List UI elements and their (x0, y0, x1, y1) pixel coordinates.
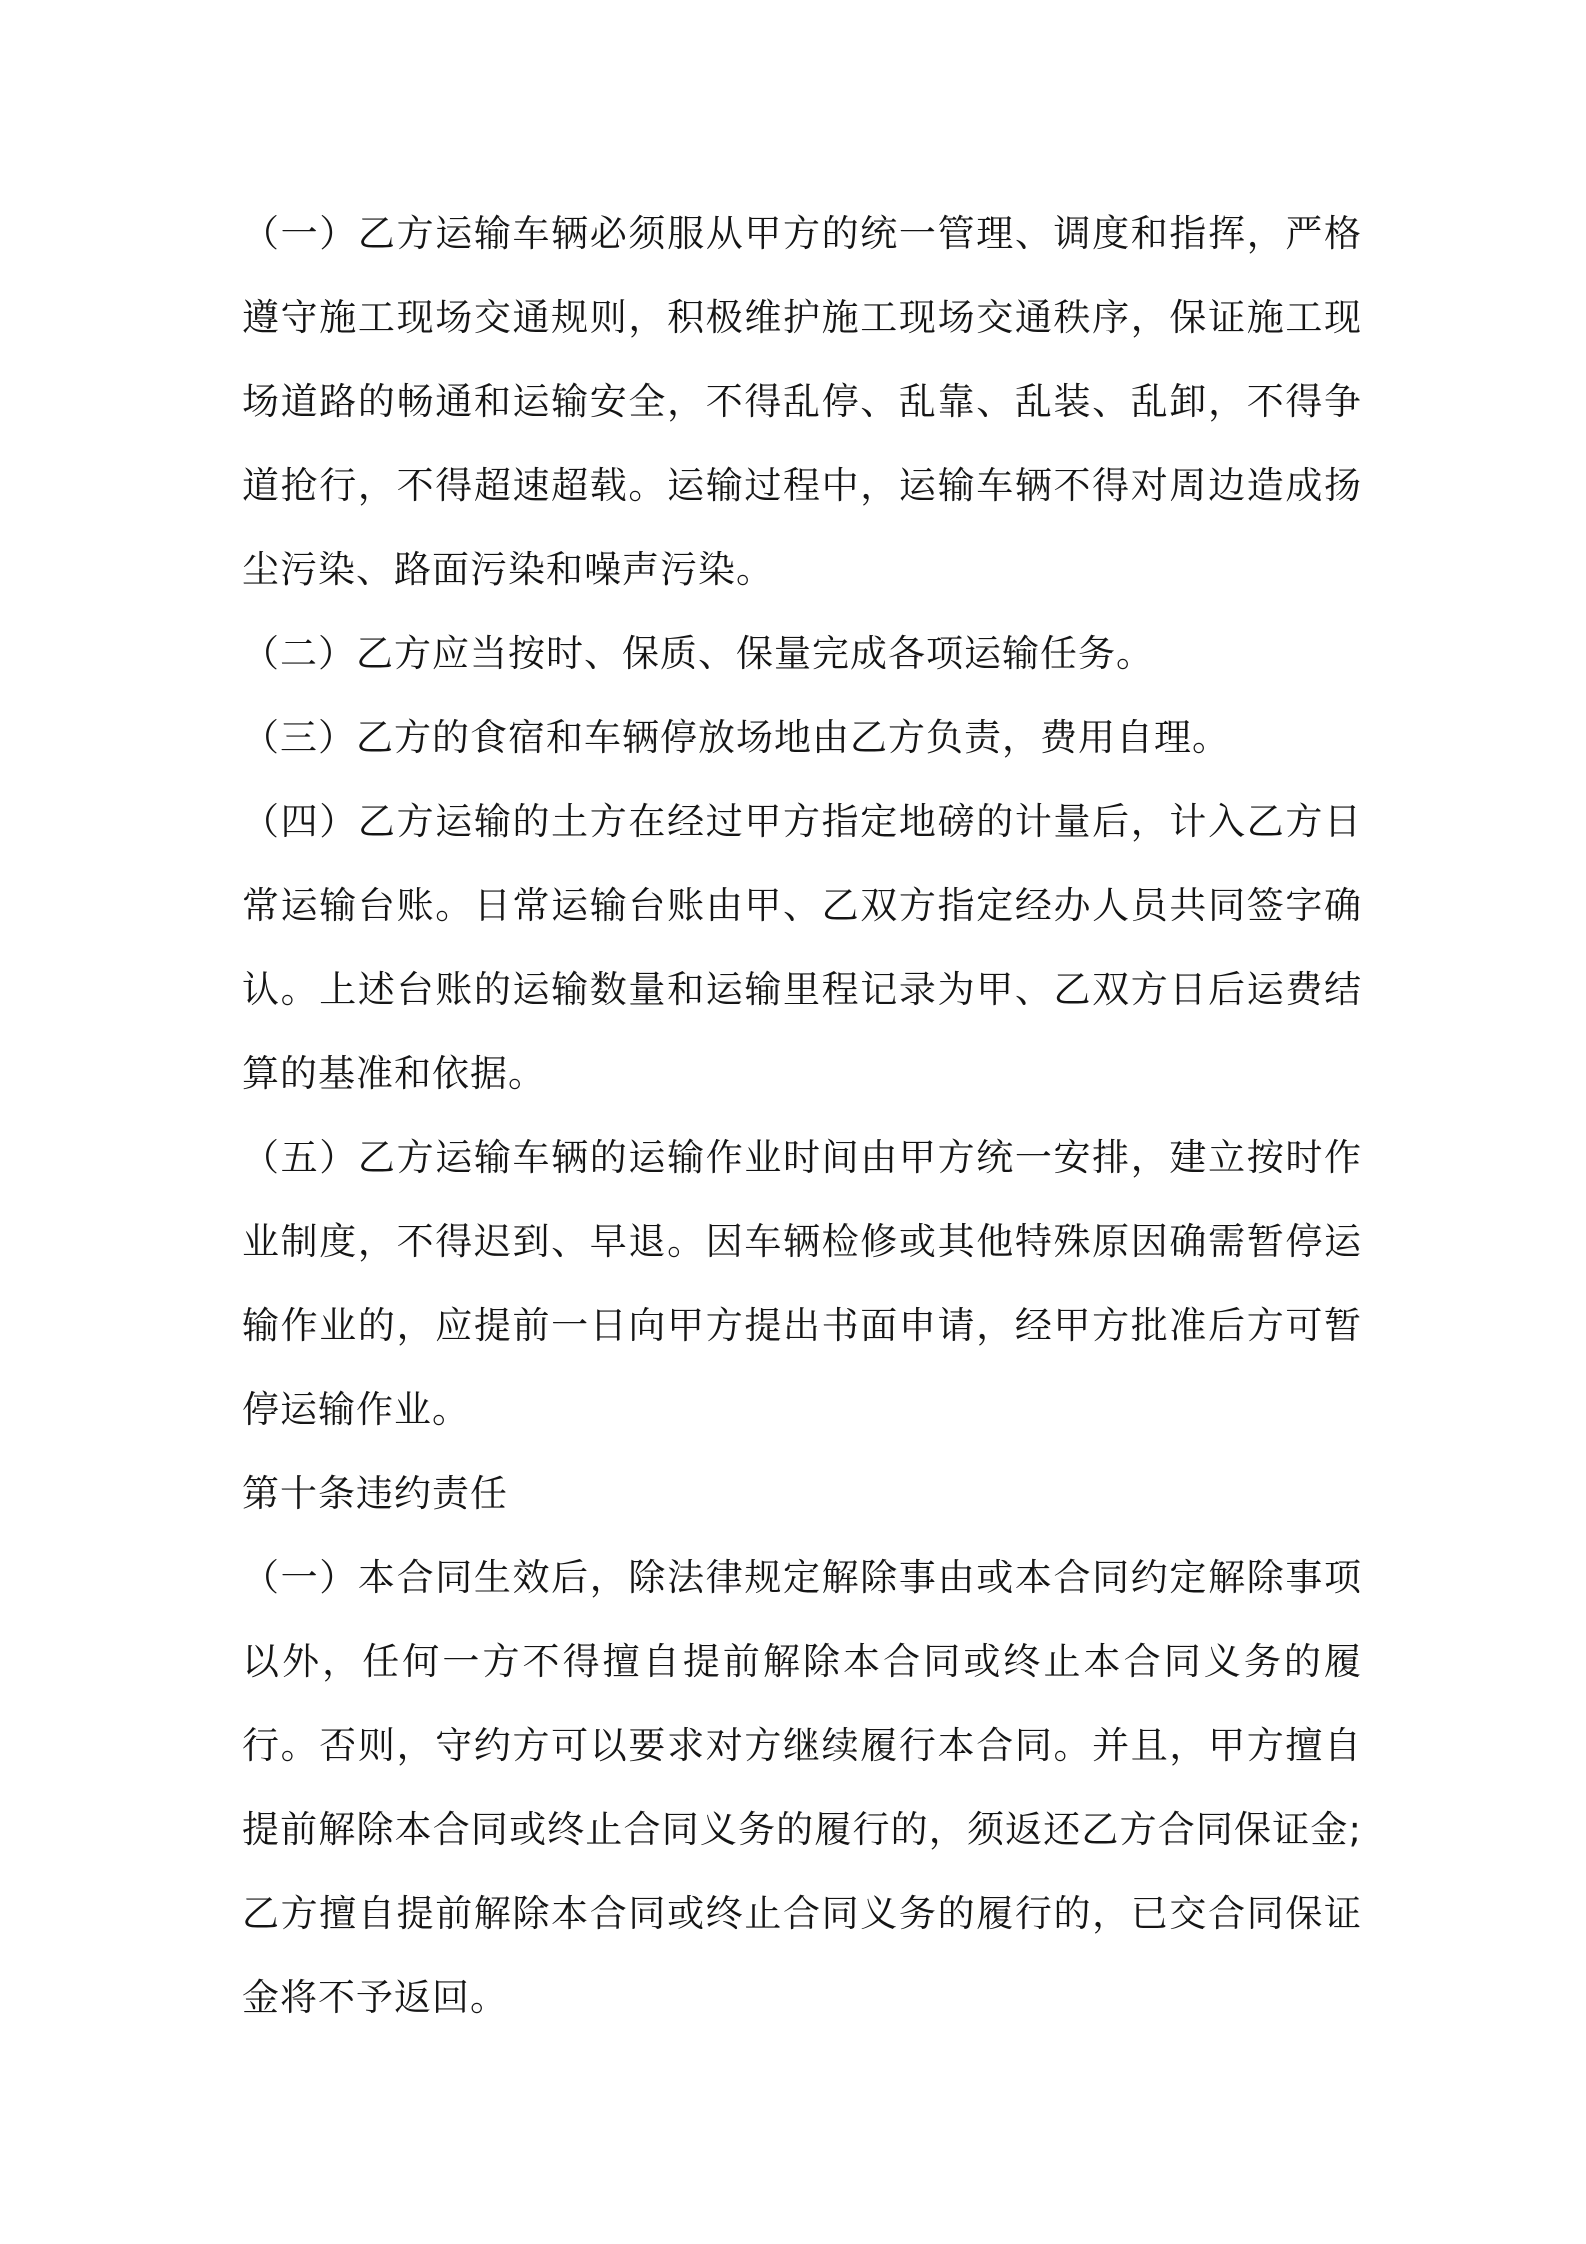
breach-paragraph-1: （一）本合同生效后，除法律规定解除事由或本合同约定解除事项以外，任何一方不得擅自提前解除本合同或终止本合同义务的履行。否则，守约方可以要求对方继续履行本合同。并且，甲方擅自提前解除本合同或终止合同义务的履行的，须返还乙方合同保证金;乙方擅自提前解除本合同或终止合同义务的履行的，已交合同保证金将不予返回。 (242, 1556, 1362, 2019)
section-heading: 第十条违约责任 (242, 1472, 508, 1515)
clause-paragraph-5: （五）乙方运输车辆的运输作业时间由甲方统一安排，建立按时作业制度，不得迟到、早退。因车辆检修或其他特殊原因确需暂停运输作业的，应提前一日向甲方提出书面申请，经甲方批准后方可暂停运输作业。 (242, 1136, 1362, 1431)
document-body (242, 192, 1362, 2040)
clause-paragraph-2: （二）乙方应当按时、保质、保量完成各项运输任务。 (242, 632, 1154, 675)
clause-paragraph-1: （一）乙方运输车辆必须服从甲方的统一管理、调度和指挥，严格遵守施工现场交通规则，积极维护施工现场交通秩序，保证施工现场道路的畅通和运输安全，不得乱停、乱靠、乱装、乱卸，不得争道抢行，不得超速超载。运输过程中，运输车辆不得对周边造成扬尘污染、路面污染和噪声污染。 (242, 212, 1362, 591)
clause-paragraph-4: （四）乙方运输的土方在经过甲方指定地磅的计量后，计入乙方日常运输台账。日常运输台账由甲、乙双方指定经办人员共同签字确认。上述台账的运输数量和运输里程记录为甲、乙双方日后运费结算的基准和依据。 (242, 800, 1362, 1095)
clause-paragraph-3: （三）乙方的食宿和车辆停放场地由乙方负责，费用自理。 (242, 716, 1230, 759)
